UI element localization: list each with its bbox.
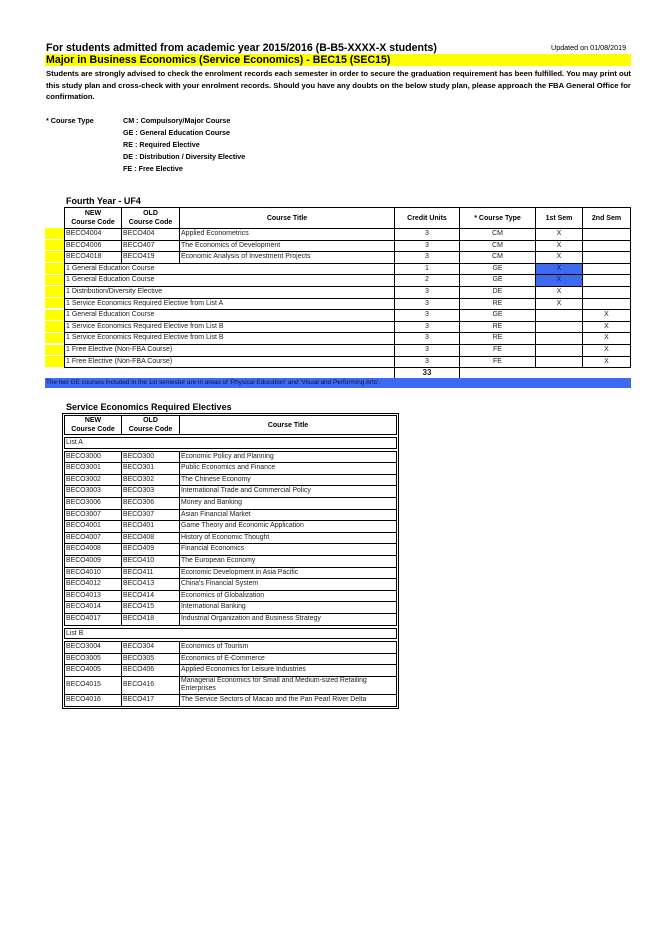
new-course-code: BECO3006 — [65, 497, 122, 509]
course-title: Economics of Globalization — [180, 590, 397, 602]
course-title: Money and Banking — [180, 497, 397, 509]
sem2-mark — [583, 240, 631, 252]
course-description: 1 General Education Course — [65, 263, 395, 275]
new-course-code: BECO3003 — [65, 486, 122, 498]
old-course-code: BECO306 — [122, 497, 180, 509]
course-type: RE — [460, 333, 536, 345]
new-course-code: BECO4018 — [65, 252, 122, 264]
old-course-code: BECO305 — [122, 653, 180, 665]
credit-units: 2 — [395, 275, 460, 287]
table-row — [65, 642, 397, 654]
new-course-code: BECO4013 — [65, 590, 122, 602]
sem1-mark — [536, 356, 583, 368]
legend-item-fe: FE : Free Elective — [123, 164, 183, 173]
new-course-code: BECO4008 — [65, 544, 122, 556]
row-marker — [45, 310, 64, 321]
table-row — [65, 240, 631, 252]
course-title: History of Economic Thought — [180, 532, 397, 544]
course-type: RE — [460, 321, 536, 333]
sem1-mark — [536, 333, 583, 345]
table-row — [65, 544, 397, 556]
row-marker — [45, 263, 64, 274]
credit-units: 3 — [395, 310, 460, 322]
course-description: 1 Service Economics Required Elective from List A — [65, 298, 395, 310]
sem1-mark: X — [536, 263, 583, 275]
course-title: Applied Economics for Leisure Industries — [180, 665, 397, 677]
credit-units: 3 — [395, 356, 460, 368]
table-row — [65, 653, 397, 665]
sem1-mark — [536, 344, 583, 356]
old-course-code: BECO303 — [122, 486, 180, 498]
table-row — [65, 497, 397, 509]
course-title: Applied Econometrics — [180, 229, 395, 241]
updated-date: Updated on 01/08/2019 — [551, 43, 627, 52]
table-row — [65, 333, 631, 345]
table-row — [65, 602, 397, 614]
table-row — [65, 532, 397, 544]
sem2-mark: X — [583, 321, 631, 333]
table-row — [65, 463, 397, 475]
old-course-code: BECO413 — [122, 579, 180, 591]
col-old-code: OLD Course Code — [122, 416, 180, 435]
course-type-legend-label: * Course Type — [46, 116, 94, 125]
credit-units: 3 — [395, 240, 460, 252]
old-course-code: BECO304 — [122, 642, 180, 654]
table-header-row — [65, 208, 631, 229]
col-credit-units: Credit Units — [395, 208, 460, 229]
row-marker — [45, 356, 64, 367]
course-title: International Trade and Commercial Policy — [180, 486, 397, 498]
course-description: 1 General Education Course — [65, 275, 395, 287]
legend-item-cm: CM : Compulsory/Major Course — [123, 116, 231, 125]
advice-text: Students are strongly advised to check the enrolment records each semester in order to secure the graduation requirement has been fulfilled. You may print out this study plan and cross-check with your enrolment records. Should you have any doubts on the below study plan, please approach the FBA General Office for confirmation. — [46, 69, 631, 101]
table-row — [65, 275, 631, 287]
credit-units: 3 — [395, 298, 460, 310]
electives-section-title: Service Economics Required Electives — [66, 402, 232, 412]
row-marker — [45, 345, 64, 356]
new-course-code: BECO4005 — [65, 665, 122, 677]
sem2-mark: X — [583, 356, 631, 368]
course-title: Financial Economics — [180, 544, 397, 556]
new-course-code: BECO4016 — [65, 695, 122, 707]
old-course-code: BECO418 — [122, 613, 180, 625]
col-course-type: * Course Type — [460, 208, 536, 229]
course-title: The Economics of Development — [180, 240, 395, 252]
course-title: Game Theory and Economic Application — [180, 521, 397, 533]
old-course-code: BECO415 — [122, 602, 180, 614]
sem2-mark: X — [583, 344, 631, 356]
new-course-code: BECO4014 — [65, 602, 122, 614]
sem2-mark — [583, 286, 631, 298]
new-course-code: BECO4007 — [65, 532, 122, 544]
row-marker — [45, 286, 64, 297]
course-type: CM — [460, 229, 536, 241]
course-type: GE — [460, 263, 536, 275]
table-row — [65, 451, 397, 463]
old-course-code: BECO414 — [122, 590, 180, 602]
course-type: CM — [460, 240, 536, 252]
old-course-code: BECO302 — [122, 474, 180, 486]
col-course-title: Course Title — [180, 416, 397, 435]
row-marker — [45, 251, 64, 262]
table-row — [65, 321, 631, 333]
row-marker — [45, 333, 64, 344]
sem1-mark: X — [536, 275, 583, 287]
old-course-code: BECO417 — [122, 695, 180, 707]
new-course-code: BECO3002 — [65, 474, 122, 486]
table-row — [65, 555, 397, 567]
col-new-code: NEW Course Code — [65, 208, 122, 229]
list-header-row — [65, 438, 397, 449]
credit-units: 1 — [395, 263, 460, 275]
table-row — [65, 665, 397, 677]
row-marker — [45, 321, 64, 332]
sem2-mark — [583, 229, 631, 241]
credit-units: 3 — [395, 321, 460, 333]
new-course-code: BECO3000 — [65, 451, 122, 463]
course-title: Economic Policy and Planning — [180, 451, 397, 463]
old-course-code: BECO301 — [122, 463, 180, 475]
credit-units: 3 — [395, 286, 460, 298]
course-title: China's Financial System — [180, 579, 397, 591]
old-course-code: BECO300 — [122, 451, 180, 463]
sem1-mark: X — [536, 252, 583, 264]
new-course-code: BECO4009 — [65, 555, 122, 567]
course-description: 1 Service Economics Required Elective from List B — [65, 333, 395, 345]
course-title: Managerial Economics for Small and Medium-sized Retailing Enterprises — [180, 676, 397, 694]
table-row — [65, 521, 397, 533]
course-description: 1 Free Elective (Non-FBA Course) — [65, 356, 395, 368]
new-course-code: BECO4015 — [65, 676, 122, 694]
row-marker — [45, 240, 64, 251]
table-row — [65, 474, 397, 486]
new-course-code: BECO4012 — [65, 579, 122, 591]
new-course-code: BECO3007 — [65, 509, 122, 521]
course-type: FE — [460, 344, 536, 356]
new-course-code: BECO4017 — [65, 613, 122, 625]
course-title: Economic Analysis of Investment Projects — [180, 252, 395, 264]
course-type: GE — [460, 275, 536, 287]
sem2-mark: X — [583, 310, 631, 322]
new-course-code: BECO4001 — [65, 521, 122, 533]
table-row — [65, 590, 397, 602]
new-course-code: BECO3001 — [65, 463, 122, 475]
sem1-mark: X — [536, 240, 583, 252]
old-course-code: BECO307 — [122, 509, 180, 521]
table-row — [65, 676, 397, 694]
old-course-code: BECO406 — [122, 665, 180, 677]
old-course-code: BECO419 — [122, 252, 180, 264]
course-title: Industrial Organization and Business Strategy — [180, 613, 397, 625]
course-title: The European Economy — [180, 555, 397, 567]
old-course-code: BECO408 — [122, 532, 180, 544]
course-type-legend — [123, 115, 245, 175]
course-type: GE — [460, 310, 536, 322]
course-title: Economics of E-Commerce — [180, 653, 397, 665]
col-old-code: OLD Course Code — [122, 208, 180, 229]
sem1-mark — [536, 321, 583, 333]
new-course-code: BECO3005 — [65, 653, 122, 665]
table-row — [65, 509, 397, 521]
old-course-code: BECO416 — [122, 676, 180, 694]
course-title: Public Economics and Finance — [180, 463, 397, 475]
credit-units: 3 — [395, 229, 460, 241]
col-new-code: NEW Course Code — [65, 416, 122, 435]
row-marker — [45, 298, 64, 309]
col-2nd-sem: 2nd Sem — [583, 208, 631, 229]
old-course-code: BECO407 — [122, 240, 180, 252]
old-course-code: BECO404 — [122, 229, 180, 241]
old-course-code: BECO409 — [122, 544, 180, 556]
row-marker — [45, 275, 64, 286]
sem2-mark — [583, 263, 631, 275]
course-title: The Chinese Economy — [180, 474, 397, 486]
list-label: List B — [65, 628, 397, 639]
old-course-code: BECO411 — [122, 567, 180, 579]
table-row — [65, 286, 631, 298]
new-course-code: BECO4010 — [65, 567, 122, 579]
sem2-mark — [583, 275, 631, 287]
electives-table — [64, 415, 397, 707]
study-plan-table — [64, 207, 631, 380]
ge-note: The two GE courses included in the 1st semester are in areas of 'Physical Education' and 'Visual and Performing Arts'. — [45, 378, 631, 388]
table-row — [65, 263, 631, 275]
course-description: 1 Free Elective (Non-FBA Course) — [65, 344, 395, 356]
sem1-mark: X — [536, 286, 583, 298]
table-row — [65, 298, 631, 310]
table-row — [65, 613, 397, 625]
legend-item-re: RE : Required Elective — [123, 140, 200, 149]
table-row — [65, 486, 397, 498]
course-type: RE — [460, 298, 536, 310]
course-title: International Banking — [180, 602, 397, 614]
credit-units: 3 — [395, 333, 460, 345]
old-course-code: BECO401 — [122, 521, 180, 533]
table-header-row — [65, 416, 397, 435]
course-type: CM — [460, 252, 536, 264]
col-1st-sem: 1st Sem — [536, 208, 583, 229]
page-title: For students admitted from academic year 2015/2016 (B-B5-XXXX-X students) — [46, 42, 437, 54]
course-description: 1 Distribution/Diversity Elective — [65, 286, 395, 298]
sem2-mark — [583, 252, 631, 264]
course-title: Economics of Tourism — [180, 642, 397, 654]
table-row — [65, 579, 397, 591]
legend-item-ge: GE : General Education Course — [123, 128, 231, 137]
table-row — [65, 356, 631, 368]
sem1-mark — [536, 310, 583, 322]
new-course-code: BECO3004 — [65, 642, 122, 654]
electives-table-frame — [62, 413, 399, 709]
table-row — [65, 567, 397, 579]
list-header-row — [65, 628, 397, 639]
table-row — [65, 310, 631, 322]
course-description: 1 Service Economics Required Elective from List B — [65, 321, 395, 333]
old-course-code: BECO410 — [122, 555, 180, 567]
course-type: FE — [460, 356, 536, 368]
credit-units: 3 — [395, 344, 460, 356]
legend-item-de: DE : Distribution / Diversity Elective — [123, 152, 246, 161]
major-title: Major in Business Economics (Service Economics) - BEC15 (SEC15) — [45, 54, 631, 66]
plan-section-title: Fourth Year - UF4 — [66, 196, 141, 206]
sem1-mark: X — [536, 229, 583, 241]
table-row — [65, 252, 631, 264]
new-course-code: BECO4004 — [65, 229, 122, 241]
course-title: Asian Financial Market — [180, 509, 397, 521]
course-title: Economic Development in Asia Pacific — [180, 567, 397, 579]
list-label: List A — [65, 438, 397, 449]
table-row — [65, 695, 397, 707]
credit-units: 3 — [395, 252, 460, 264]
total-credits: 33 — [395, 368, 460, 380]
course-type: DE — [460, 286, 536, 298]
table-row — [65, 344, 631, 356]
course-description: 1 General Education Course — [65, 310, 395, 322]
sem2-mark: X — [583, 333, 631, 345]
row-marker — [45, 228, 64, 239]
course-title: The Service Sectors of Macao and the Pan Pearl River Delta — [180, 695, 397, 707]
sem2-mark — [583, 298, 631, 310]
new-course-code: BECO4006 — [65, 240, 122, 252]
sem1-mark: X — [536, 298, 583, 310]
col-course-title: Course Title — [180, 208, 395, 229]
table-row — [65, 229, 631, 241]
